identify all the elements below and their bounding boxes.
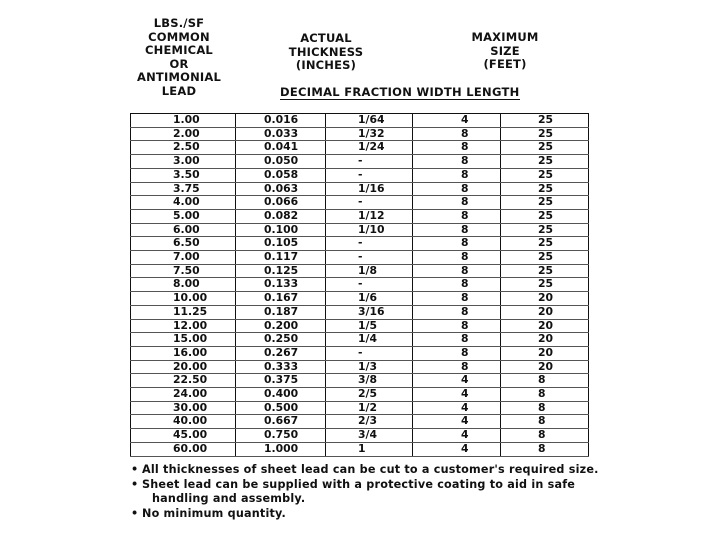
cell-lbs-per-sf: 24.00	[131, 388, 236, 402]
cell-lbs-per-sf: 40.00	[131, 415, 236, 429]
cell-decimal: 0.041	[236, 141, 326, 155]
cell-length: 25	[501, 278, 589, 292]
cell-decimal: 0.750	[236, 429, 326, 443]
table-row	[131, 155, 589, 169]
table-row	[131, 429, 589, 443]
cell-width: 4	[413, 429, 501, 443]
cell-lbs-per-sf: 7.50	[131, 264, 236, 278]
cell-length: 25	[501, 182, 589, 196]
cell-lbs-per-sf: 11.25	[131, 305, 236, 319]
cell-decimal: 0.058	[236, 168, 326, 182]
cell-decimal: 0.050	[236, 155, 326, 169]
cell-decimal: 0.063	[236, 182, 326, 196]
header-line: COMMON	[148, 29, 210, 44]
table-row	[131, 401, 589, 415]
cell-length: 25	[501, 237, 589, 251]
cell-width: 4	[413, 415, 501, 429]
cell-length: 25	[501, 141, 589, 155]
cell-width: 8	[413, 264, 501, 278]
column-subheader: DECIMAL FRACTION WIDTH LENGTH	[280, 85, 520, 99]
table-row	[131, 388, 589, 402]
cell-width: 4	[413, 374, 501, 388]
cell-fraction: 3/4	[326, 429, 413, 443]
cell-fraction: 1/64	[326, 114, 413, 128]
header-line: LEAD	[161, 83, 197, 98]
notes-list	[130, 463, 599, 521]
note-item	[130, 507, 599, 522]
cell-length: 25	[501, 155, 589, 169]
header-line: SIZE	[490, 43, 520, 58]
table-row	[131, 305, 589, 319]
cell-lbs-per-sf: 5.00	[131, 209, 236, 223]
cell-decimal: 0.100	[236, 223, 326, 237]
cell-length: 20	[501, 333, 589, 347]
cell-decimal: 0.133	[236, 278, 326, 292]
table-row	[131, 251, 589, 265]
cell-fraction: 1/24	[326, 141, 413, 155]
cell-fraction: 1/4	[326, 333, 413, 347]
cell-width: 8	[413, 182, 501, 196]
note-text: Sheet lead can be supplied with a protective coating to aid in safe	[142, 477, 576, 491]
cell-length: 25	[501, 264, 589, 278]
cell-fraction: 1/32	[326, 127, 413, 141]
cell-lbs-per-sf: 2.00	[131, 127, 236, 141]
bullet-icon: •	[131, 477, 139, 491]
cell-fraction: -	[326, 278, 413, 292]
cell-fraction: 1/6	[326, 292, 413, 306]
header-line: (FEET)	[483, 57, 527, 71]
cell-width: 8	[413, 237, 501, 251]
table-row	[131, 264, 589, 278]
table-row	[131, 333, 589, 347]
cell-length: 20	[501, 319, 589, 333]
cell-fraction: -	[326, 251, 413, 265]
cell-width: 8	[413, 278, 501, 292]
cell-decimal: 0.375	[236, 374, 326, 388]
header-line: MAXIMUM	[471, 30, 539, 44]
cell-lbs-per-sf: 6.00	[131, 223, 236, 237]
table-row	[131, 182, 589, 196]
cell-width: 8	[413, 127, 501, 141]
cell-width: 8	[413, 168, 501, 182]
cell-width: 8	[413, 251, 501, 265]
cell-lbs-per-sf: 3.00	[131, 155, 236, 169]
cell-length: 25	[501, 196, 589, 210]
cell-width: 4	[413, 401, 501, 415]
bullet-icon: •	[131, 463, 139, 476]
header-line: OR	[169, 56, 189, 71]
cell-decimal: 0.033	[236, 127, 326, 141]
note-text: No minimum quantity.	[142, 506, 286, 520]
note-item	[130, 478, 599, 493]
cell-decimal: 0.400	[236, 388, 326, 402]
table-row	[131, 196, 589, 210]
sheet-lead-table	[130, 113, 589, 457]
cell-length: 8	[501, 374, 589, 388]
header-line: LBS./SF	[153, 16, 205, 30]
cell-decimal: 0.333	[236, 360, 326, 374]
cell-width: 4	[413, 114, 501, 128]
note-item	[130, 492, 599, 507]
cell-decimal: 0.016	[236, 114, 326, 128]
cell-decimal: 0.267	[236, 346, 326, 360]
cell-decimal: 0.167	[236, 292, 326, 306]
cell-width: 8	[413, 155, 501, 169]
cell-length: 25	[501, 209, 589, 223]
cell-lbs-per-sf: 30.00	[131, 401, 236, 415]
cell-width: 8	[413, 196, 501, 210]
cell-lbs-per-sf: 10.00	[131, 292, 236, 306]
cell-length: 8	[501, 429, 589, 443]
cell-fraction: 2/3	[326, 415, 413, 429]
cell-fraction: 1/2	[326, 401, 413, 415]
cell-decimal: 0.105	[236, 237, 326, 251]
table-row	[131, 237, 589, 251]
cell-width: 4	[413, 442, 501, 456]
table-row	[131, 168, 589, 182]
cell-length: 25	[501, 127, 589, 141]
cell-fraction: -	[326, 237, 413, 251]
cell-lbs-per-sf: 60.00	[131, 442, 236, 456]
cell-width: 8	[413, 305, 501, 319]
cell-fraction: 3/16	[326, 305, 413, 319]
table-row	[131, 127, 589, 141]
cell-fraction: 3/8	[326, 374, 413, 388]
cell-decimal: 0.082	[236, 209, 326, 223]
table-row	[131, 346, 589, 360]
cell-lbs-per-sf: 6.50	[131, 237, 236, 251]
cell-length: 25	[501, 251, 589, 265]
table-row	[131, 114, 589, 128]
cell-width: 8	[413, 141, 501, 155]
cell-fraction: 1/12	[326, 209, 413, 223]
cell-lbs-per-sf: 4.00	[131, 196, 236, 210]
table-row	[131, 278, 589, 292]
cell-lbs-per-sf: 7.00	[131, 251, 236, 265]
cell-length: 25	[501, 223, 589, 237]
cell-decimal: 0.250	[236, 333, 326, 347]
cell-decimal: 0.667	[236, 415, 326, 429]
cell-fraction: -	[326, 196, 413, 210]
cell-fraction: 1/16	[326, 182, 413, 196]
cell-length: 20	[501, 360, 589, 374]
header-line: ANTIMONIAL	[137, 70, 221, 84]
cell-decimal: 0.200	[236, 319, 326, 333]
cell-lbs-per-sf: 8.00	[131, 278, 236, 292]
cell-length: 20	[501, 305, 589, 319]
cell-length: 20	[501, 292, 589, 306]
header-line: ACTUAL	[300, 31, 352, 45]
cell-fraction: 1/8	[326, 264, 413, 278]
cell-decimal: 0.125	[236, 264, 326, 278]
cell-decimal: 0.066	[236, 196, 326, 210]
table-row	[131, 141, 589, 155]
cell-fraction: 2/5	[326, 388, 413, 402]
cell-decimal: 1.000	[236, 442, 326, 456]
header-line: THICKNESS	[288, 44, 364, 59]
table-row	[131, 209, 589, 223]
cell-fraction: -	[326, 168, 413, 182]
cell-lbs-per-sf: 15.00	[131, 333, 236, 347]
cell-width: 8	[413, 223, 501, 237]
table-row	[131, 319, 589, 333]
table-row	[131, 374, 589, 388]
table-body	[131, 114, 589, 457]
table-row	[131, 442, 589, 456]
note-text: All thicknesses of sheet lead can be cut to a customer's required size.	[142, 463, 599, 476]
cell-lbs-per-sf: 22.50	[131, 374, 236, 388]
cell-length: 20	[501, 346, 589, 360]
cell-width: 8	[413, 209, 501, 223]
bullet-icon: •	[131, 506, 139, 520]
note-text: handling and assembly.	[152, 492, 306, 506]
cell-width: 8	[413, 360, 501, 374]
table-row	[131, 415, 589, 429]
cell-decimal: 0.117	[236, 251, 326, 265]
cell-lbs-per-sf: 3.75	[131, 182, 236, 196]
cell-width: 4	[413, 388, 501, 402]
cell-length: 8	[501, 388, 589, 402]
cell-width: 8	[413, 292, 501, 306]
cell-lbs-per-sf: 2.50	[131, 141, 236, 155]
cell-fraction: 1	[326, 442, 413, 456]
table-row	[131, 360, 589, 374]
cell-fraction: 1/10	[326, 223, 413, 237]
cell-fraction: 1/3	[326, 360, 413, 374]
cell-length: 25	[501, 114, 589, 128]
header-lbs-per-sf	[128, 17, 230, 98]
table-row	[131, 223, 589, 237]
header-line: (INCHES)	[295, 58, 357, 72]
cell-width: 8	[413, 319, 501, 333]
cell-length: 8	[501, 442, 589, 456]
cell-width: 8	[413, 346, 501, 360]
cell-decimal: 0.187	[236, 305, 326, 319]
cell-fraction: -	[326, 155, 413, 169]
cell-lbs-per-sf: 1.00	[131, 114, 236, 128]
cell-width: 8	[413, 333, 501, 347]
cell-length: 8	[501, 401, 589, 415]
cell-lbs-per-sf: 20.00	[131, 360, 236, 374]
cell-fraction: -	[326, 346, 413, 360]
cell-lbs-per-sf: 45.00	[131, 429, 236, 443]
note-item	[130, 463, 599, 478]
header-line: CHEMICAL	[145, 43, 213, 57]
cell-lbs-per-sf: 3.50	[131, 168, 236, 182]
table-row	[131, 292, 589, 306]
cell-length: 8	[501, 415, 589, 429]
cell-decimal: 0.500	[236, 401, 326, 415]
cell-lbs-per-sf: 12.00	[131, 319, 236, 333]
header-actual-thickness	[265, 32, 387, 73]
cell-length: 25	[501, 168, 589, 182]
cell-lbs-per-sf: 16.00	[131, 346, 236, 360]
header-maximum-size	[455, 31, 555, 72]
cell-fraction: 1/5	[326, 319, 413, 333]
